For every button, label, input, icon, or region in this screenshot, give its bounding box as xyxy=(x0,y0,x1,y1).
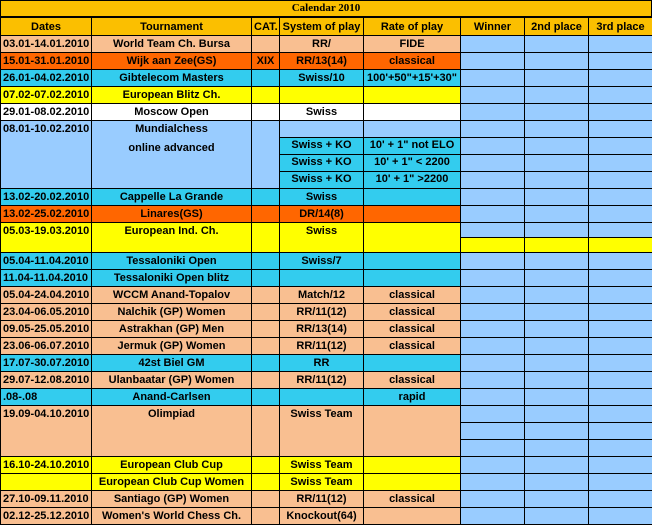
row-second xyxy=(524,405,589,423)
row-dates: 19.09-04.10.2010 xyxy=(0,405,92,457)
row-rate xyxy=(363,222,461,253)
row-third xyxy=(588,371,652,389)
row-second xyxy=(524,237,589,253)
row-second xyxy=(524,35,589,53)
row-third xyxy=(588,103,652,121)
header-system: System of play xyxy=(279,17,364,36)
row-cat xyxy=(251,354,280,372)
row-tournament xyxy=(91,103,252,121)
row-rate: classical xyxy=(363,52,461,70)
row-system xyxy=(279,86,364,104)
row-third xyxy=(588,35,652,53)
row-rate xyxy=(363,354,461,372)
row-dates: 17.07-30.07.2010 xyxy=(0,354,92,372)
row-winner xyxy=(460,205,525,223)
row-third xyxy=(588,52,652,70)
row-cat xyxy=(251,456,280,474)
row-winner xyxy=(460,269,525,287)
header-winner: Winner xyxy=(460,17,525,36)
row-winner xyxy=(460,371,525,389)
row-dates: .08-.08 xyxy=(0,388,92,406)
row-second xyxy=(524,439,589,457)
row-rate: FIDE xyxy=(363,35,461,53)
row-second xyxy=(524,205,589,223)
tournament-name: Mundialchess xyxy=(135,123,208,135)
row-second xyxy=(524,354,589,372)
row-third xyxy=(588,222,652,238)
row-second xyxy=(524,456,589,474)
row-rate: classical xyxy=(363,337,461,355)
row-winner xyxy=(460,86,525,104)
row-second xyxy=(524,388,589,406)
row-third xyxy=(588,86,652,104)
row-tournament xyxy=(91,222,252,253)
row-tournament xyxy=(91,490,252,508)
row-third xyxy=(588,388,652,406)
row-tournament xyxy=(91,371,252,389)
row-tournament xyxy=(91,303,252,321)
row-second xyxy=(524,86,589,104)
row-tournament xyxy=(91,405,252,457)
row-cat xyxy=(251,303,280,321)
row-second xyxy=(524,222,589,238)
row-dates: 29.01-08.02.2010 xyxy=(0,103,92,121)
row-second xyxy=(524,422,589,440)
row-system: Swiss/7 xyxy=(279,252,364,270)
sub-second xyxy=(524,137,589,155)
tournament-name: European Club Cup xyxy=(120,459,223,471)
row-second xyxy=(524,52,589,70)
row-rate xyxy=(363,473,461,491)
row-system: RR/11(12) xyxy=(279,303,364,321)
row-rate xyxy=(363,456,461,474)
sub-rate: 10' + 1" < 2200 xyxy=(363,154,461,172)
row-tournament xyxy=(91,320,252,338)
row-second xyxy=(524,490,589,508)
row-third xyxy=(588,205,652,223)
sub-second xyxy=(524,171,589,189)
tournament-name: Jermuk (GP) Women xyxy=(117,340,226,352)
row-dates: 08.01-10.02.2010 xyxy=(0,120,92,189)
row-dates: 11.04-11.04.2010 xyxy=(0,269,92,287)
row-dates: 05.04-24.04.2010 xyxy=(0,286,92,304)
sub-rate: 10' + 1" not ELO xyxy=(363,137,461,155)
header-second: 2nd place xyxy=(524,17,589,36)
row-second xyxy=(524,120,589,138)
row-dates: 15.01-31.01.2010 xyxy=(0,52,92,70)
row-rate: classical xyxy=(363,490,461,508)
row-second xyxy=(524,286,589,304)
row-cat xyxy=(251,103,280,121)
sub-third xyxy=(588,154,652,172)
row-tournament xyxy=(91,252,252,270)
tournament-name: Ulanbaatar (GP) Women xyxy=(108,374,235,386)
row-rate xyxy=(363,120,461,138)
sub-third xyxy=(588,137,652,155)
row-system: Knockout(64) xyxy=(279,507,364,525)
row-rate xyxy=(363,507,461,525)
row-second xyxy=(524,371,589,389)
row-winner xyxy=(460,490,525,508)
row-cat xyxy=(251,86,280,104)
row-second xyxy=(524,337,589,355)
tournament-name: Astrakhan (GP) Men xyxy=(118,323,225,335)
row-rate xyxy=(363,188,461,206)
row-cat xyxy=(251,371,280,389)
sub-winner xyxy=(460,154,525,172)
tournament-name: Anand-Carlsen xyxy=(132,391,211,403)
row-system: Swiss xyxy=(279,188,364,206)
row-system: Swiss Team xyxy=(279,473,364,491)
row-third xyxy=(588,120,652,138)
tournament-name: Santiago (GP) Women xyxy=(113,493,230,505)
row-cat xyxy=(251,388,280,406)
row-cat xyxy=(251,269,280,287)
row-dates: 02.12-25.12.2010 xyxy=(0,507,92,525)
header-dates: Dates xyxy=(0,17,92,36)
row-winner xyxy=(460,405,525,423)
row-third xyxy=(588,439,652,457)
row-system: DR/14(8) xyxy=(279,205,364,223)
tournament-name: European Club Cup Women xyxy=(98,476,245,488)
row-third xyxy=(588,507,652,525)
tournament-name: WCCM Anand-Topalov xyxy=(112,289,231,301)
row-winner xyxy=(460,473,525,491)
tournament-name: Tessaloniki Open xyxy=(126,255,217,267)
sub-winner xyxy=(460,137,525,155)
row-winner xyxy=(460,252,525,270)
row-tournament xyxy=(91,188,252,206)
row-dates: 16.10-24.10.2010 xyxy=(0,456,92,474)
row-rate xyxy=(363,205,461,223)
row-third xyxy=(588,286,652,304)
row-third xyxy=(588,456,652,474)
row-cat xyxy=(251,69,280,87)
row-third xyxy=(588,320,652,338)
row-winner xyxy=(460,388,525,406)
row-winner xyxy=(460,69,525,87)
row-winner xyxy=(460,303,525,321)
row-winner xyxy=(460,120,525,138)
row-third xyxy=(588,422,652,440)
row-rate: classical xyxy=(363,286,461,304)
row-tournament xyxy=(91,120,252,189)
row-third xyxy=(588,252,652,270)
tournament-name: European Blitz Ch. xyxy=(122,89,221,101)
row-system: Swiss xyxy=(279,222,364,253)
row-rate xyxy=(363,86,461,104)
row-dates: 05.03-19.03.2010 xyxy=(0,222,92,253)
tournament-name: 42st Biel GM xyxy=(138,357,205,369)
row-tournament xyxy=(91,86,252,104)
tournament-name: Linares(GS) xyxy=(140,208,203,220)
row-dates: 26.01-04.02.2010 xyxy=(0,69,92,87)
row-second xyxy=(524,303,589,321)
row-second xyxy=(524,269,589,287)
row-system: RR/11(12) xyxy=(279,371,364,389)
row-cat xyxy=(251,188,280,206)
row-cat xyxy=(251,320,280,338)
row-winner xyxy=(460,456,525,474)
row-winner xyxy=(460,222,525,238)
row-system xyxy=(279,269,364,287)
row-rate: classical xyxy=(363,371,461,389)
row-cat xyxy=(251,35,280,53)
row-system: RR xyxy=(279,354,364,372)
row-cat xyxy=(251,337,280,355)
row-dates: 29.07-12.08.2010 xyxy=(0,371,92,389)
header-rate: Rate of play xyxy=(363,17,461,36)
row-third xyxy=(588,354,652,372)
row-dates: 09.05-25.05.2010 xyxy=(0,320,92,338)
row-tournament xyxy=(91,473,252,491)
row-cat xyxy=(251,205,280,223)
row-third xyxy=(588,237,652,253)
row-winner xyxy=(460,52,525,70)
row-cat xyxy=(251,286,280,304)
tournament-name: Tessaloniki Open blitz xyxy=(113,272,230,284)
row-system: RR/11(12) xyxy=(279,337,364,355)
header-tournament: Tournament xyxy=(91,17,252,36)
row-third xyxy=(588,69,652,87)
row-winner xyxy=(460,422,525,440)
row-cat xyxy=(251,252,280,270)
row-second xyxy=(524,69,589,87)
sub-third xyxy=(588,171,652,189)
row-third xyxy=(588,405,652,423)
row-second xyxy=(524,188,589,206)
row-second xyxy=(524,320,589,338)
row-tournament xyxy=(91,388,252,406)
header-cat: CAT. xyxy=(251,17,280,36)
sub-system: Swiss + KO xyxy=(279,137,364,155)
row-tournament xyxy=(91,52,252,70)
row-system: Swiss Team xyxy=(279,456,364,474)
row-winner xyxy=(460,507,525,525)
tournament-name: Cappelle La Grande xyxy=(119,191,224,203)
row-third xyxy=(588,303,652,321)
row-second xyxy=(524,103,589,121)
row-tournament xyxy=(91,456,252,474)
row-tournament xyxy=(91,269,252,287)
row-rate xyxy=(363,252,461,270)
row-second xyxy=(524,473,589,491)
sub-rate: 10' + 1" >2200 xyxy=(363,171,461,189)
row-tournament xyxy=(91,205,252,223)
row-cat xyxy=(251,405,280,457)
row-winner xyxy=(460,188,525,206)
row-system: Swiss/10 xyxy=(279,69,364,87)
row-rate: classical xyxy=(363,303,461,321)
tournament-name: Nalchik (GP) Women xyxy=(117,306,226,318)
row-third xyxy=(588,188,652,206)
row-dates: 27.10-09.11.2010 xyxy=(0,490,92,508)
row-dates: 23.06-06.07.2010 xyxy=(0,337,92,355)
row-tournament xyxy=(91,286,252,304)
row-second xyxy=(524,507,589,525)
row-second xyxy=(524,252,589,270)
tournament-name: Gibtelecom Masters xyxy=(119,72,224,84)
tournament-name: World Team Ch. Bursa xyxy=(113,38,230,50)
row-winner xyxy=(460,103,525,121)
row-third xyxy=(588,337,652,355)
tournament-subtitle: online advanced xyxy=(128,142,215,154)
tournament-name: European Ind. Ch. xyxy=(124,225,219,237)
row-winner xyxy=(460,354,525,372)
row-system: RR/13(14) xyxy=(279,52,364,70)
row-system xyxy=(279,388,364,406)
row-winner xyxy=(460,320,525,338)
row-dates: 13.02-20.02.2010 xyxy=(0,188,92,206)
sub-winner xyxy=(460,171,525,189)
sub-second xyxy=(524,154,589,172)
row-rate xyxy=(363,269,461,287)
tournament-name: Moscow Open xyxy=(134,106,209,118)
row-winner xyxy=(460,439,525,457)
row-dates: 13.02-25.02.2010 xyxy=(0,205,92,223)
row-dates: 23.04-06.05.2010 xyxy=(0,303,92,321)
row-cat xyxy=(251,507,280,525)
row-cat xyxy=(251,490,280,508)
row-cat xyxy=(251,222,280,253)
row-winner xyxy=(460,35,525,53)
header-third: 3rd place xyxy=(588,17,652,36)
sub-system: Swiss + KO xyxy=(279,154,364,172)
row-rate xyxy=(363,405,461,457)
row-system: Swiss xyxy=(279,103,364,121)
row-system: Swiss Team xyxy=(279,405,364,457)
tournament-name: Women's World Chess Ch. xyxy=(101,510,242,522)
row-tournament xyxy=(91,35,252,53)
row-cat: XIX xyxy=(251,52,280,70)
row-third xyxy=(588,473,652,491)
row-third xyxy=(588,490,652,508)
row-system: RR/ xyxy=(279,35,364,53)
sub-system: Swiss + KO xyxy=(279,171,364,189)
row-rate: rapid xyxy=(363,388,461,406)
row-dates: 05.04-11.04.2010 xyxy=(0,252,92,270)
row-cat xyxy=(251,120,280,189)
row-rate: classical xyxy=(363,320,461,338)
row-winner xyxy=(460,337,525,355)
row-tournament xyxy=(91,69,252,87)
row-tournament xyxy=(91,354,252,372)
row-system: RR/11(12) xyxy=(279,490,364,508)
row-winner xyxy=(460,237,525,253)
row-third xyxy=(588,269,652,287)
row-tournament xyxy=(91,337,252,355)
row-dates: 03.01-14.01.2010 xyxy=(0,35,92,53)
row-tournament xyxy=(91,507,252,525)
tournament-name: Olimpiad xyxy=(147,408,196,420)
tournament-name: Wijk aan Zee(GS) xyxy=(126,55,217,67)
row-system: RR/13(14) xyxy=(279,320,364,338)
row-rate: 100'+50"+15'+30" xyxy=(363,69,461,87)
row-rate xyxy=(363,103,461,121)
row-winner xyxy=(460,286,525,304)
calendar-title: Calendar 2010 xyxy=(0,0,652,17)
row-dates xyxy=(0,473,92,491)
row-cat xyxy=(251,473,280,491)
row-dates: 07.02-07.02.2010 xyxy=(0,86,92,104)
row-system xyxy=(279,120,364,138)
row-system: Match/12 xyxy=(279,286,364,304)
